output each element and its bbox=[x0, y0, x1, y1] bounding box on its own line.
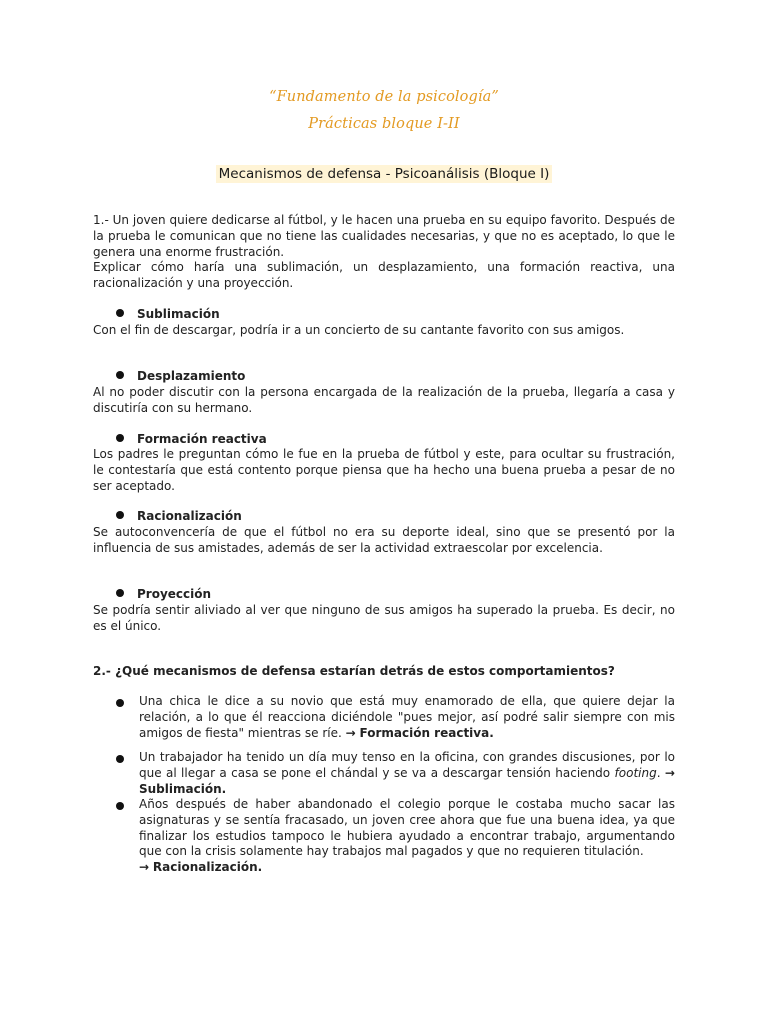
question-2-prompt: 2.- ¿Qué mecanismos de defensa estarían detrás de estos comportamientos? bbox=[93, 664, 615, 678]
behavior-text: Años después de haber abandonado el colegio porque le costaba mucho sacar las asignaturas y se sentía fracasado, un joven cree ahora que fue una buena idea, ya que finalizar los estudios tampoco le hubiera ayudado a encontrar trabajo, argumentando que con la crisis solamente hay trabajos mal pagados y que no requieren titulación. bbox=[139, 797, 675, 859]
answer-desplazamiento: Al no poder discutir con la persona encargada de la realización de la prueba, llegaría a casa y discutiría con su hermano. bbox=[93, 385, 675, 415]
behavior-text: Un trabajador ha tenido un día muy tenso en la oficina, con grandes discusiones, por lo que al llegar a casa se pone el chándal y se va a descargar tensión haciendo bbox=[139, 750, 675, 780]
bullet-heading-proyeccion bbox=[116, 587, 211, 603]
bullet-heading-label: Formación reactiva bbox=[137, 432, 267, 446]
bullet-heading-label: Desplazamiento bbox=[137, 369, 246, 383]
question-1-prompt bbox=[93, 213, 675, 292]
bullet-heading-label: Sublimación bbox=[137, 307, 220, 321]
question-1-statement: 1.- Un joven quiere dedicarse al fútbol, y le hacen una prueba en su equipo favorito. Después de la prueba le comunican que no tiene las cualidades necesarias, y que no es aceptado, lo que le genera una enorme frustración. bbox=[93, 213, 675, 259]
bullet-icon bbox=[116, 699, 124, 707]
bullet-icon bbox=[116, 309, 124, 317]
question-1-instruction: Explicar cómo haría una sublimación, un desplazamiento, una formación reactiva, una racionalización y una proyección. bbox=[93, 260, 675, 291]
mechanism-answer: Formación reactiva. bbox=[359, 725, 494, 740]
document-title: “Fundamento de la psicología” bbox=[269, 89, 499, 105]
bullet-icon bbox=[116, 434, 124, 442]
answer-racionalizacion: Se autoconvencería de que el fútbol no era su deporte ideal, sino que se presentó por la influencia de sus amistades, además de ser la actividad extraescolar por excelencia. bbox=[93, 525, 675, 555]
arrow-right-icon: → bbox=[345, 725, 356, 740]
answer-proyeccion: Se podría sentir aliviado al ver que ninguno de sus amigos ha superado la prueba. Es decir, no es el único. bbox=[93, 603, 675, 633]
question-2-item-3 bbox=[116, 797, 675, 876]
behavior-text-end: . bbox=[656, 765, 661, 780]
mechanism-answer: Racionalización. bbox=[152, 860, 263, 875]
answer-formacion-reactiva: Los padres le preguntan cómo le fue en la prueba de fútbol y este, para ocultar su frustración, le contestaría que está contento porque piensa que ha hecho una buena prueba a pesar de no ser aceptado. bbox=[93, 447, 675, 493]
bullet-icon bbox=[116, 802, 124, 810]
behavior-text: Una chica le dice a su novio que está muy enamorado de ella, que quiere dejar la relación, a lo que él reacciona diciéndole "pues mejor, así podré salir siempre con mis amigos de fiesta" mientras se ríe. bbox=[139, 694, 675, 740]
bullet-icon bbox=[116, 589, 124, 597]
question-2-item-1 bbox=[116, 694, 675, 741]
answer-sublimacion: Con el fin de descargar, podría ir a un concierto de su cantante favorito con sus amigos. bbox=[93, 323, 625, 337]
behavior-text-italic: footing bbox=[614, 765, 657, 780]
bullet-heading-racionalizacion bbox=[116, 509, 242, 525]
bullet-heading-label: Proyección bbox=[137, 587, 212, 601]
bullet-icon bbox=[116, 755, 124, 763]
section-title-text: Mecanismos de defensa - Psicoanálisis (Bloque I) bbox=[216, 165, 553, 183]
bullet-heading-label: Racionalización bbox=[137, 509, 242, 523]
arrow-right-icon: → bbox=[139, 860, 150, 875]
section-title bbox=[0, 163, 768, 182]
bullet-heading-desplazamiento bbox=[116, 369, 245, 385]
bullet-icon bbox=[116, 371, 124, 379]
bullet-icon bbox=[116, 511, 124, 519]
bullet-heading-sublimacion bbox=[116, 307, 220, 323]
bullet-heading-formacion-reactiva bbox=[116, 432, 267, 448]
question-2-item-2 bbox=[116, 750, 675, 797]
arrow-right-icon: → bbox=[664, 765, 675, 780]
document-subtitle: Prácticas bloque I-II bbox=[308, 116, 460, 132]
mechanism-answer: Sublimación. bbox=[139, 781, 227, 796]
